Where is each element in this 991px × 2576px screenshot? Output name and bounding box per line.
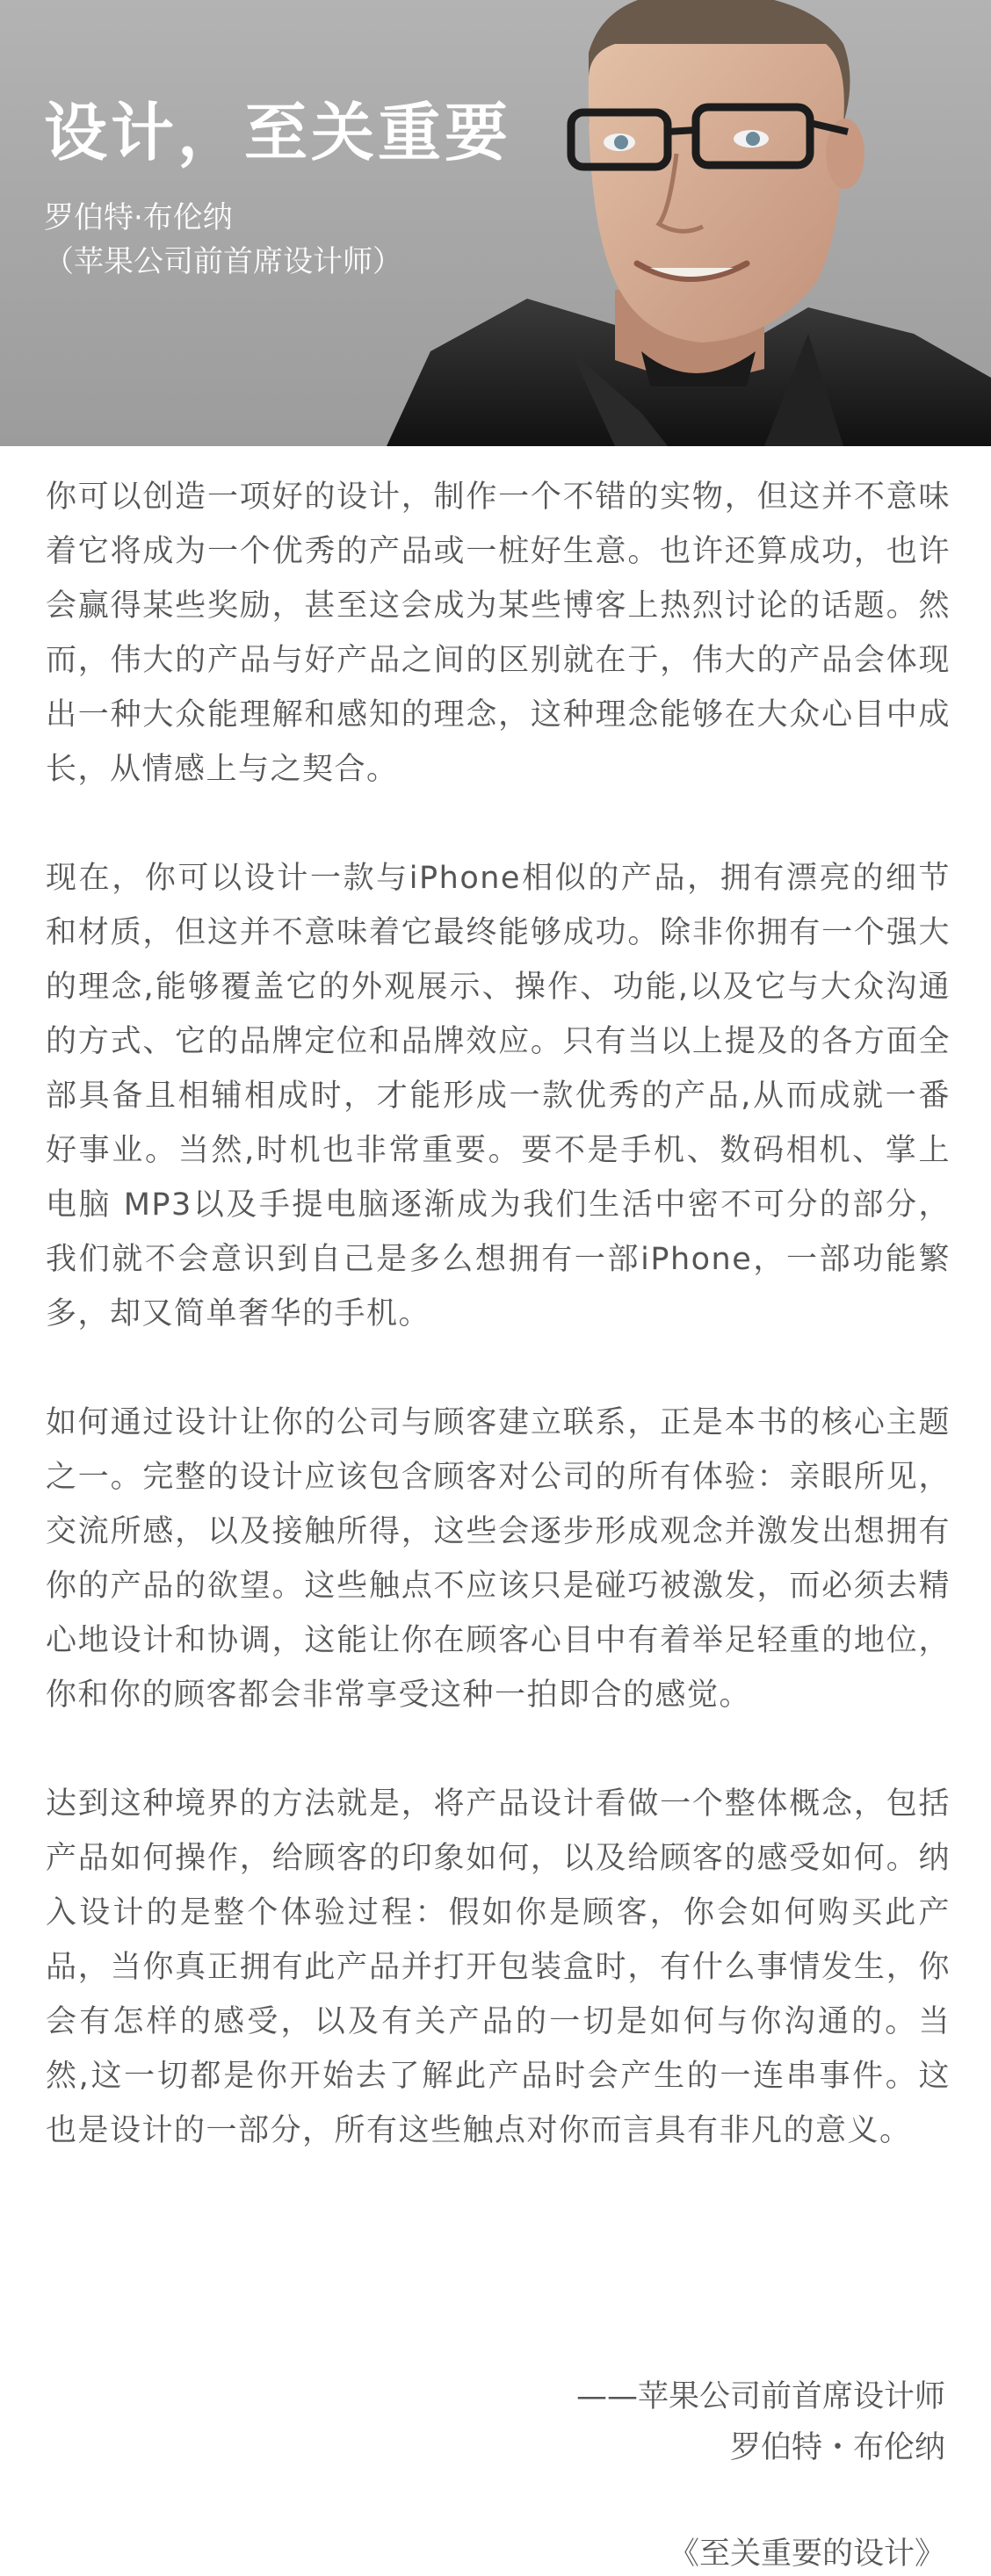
signature bbox=[576, 2371, 945, 2473]
author-role: （苹果公司前首席设计师） bbox=[44, 244, 402, 279]
header-banner bbox=[0, 0, 991, 446]
book-title: 《至关重要的设计》 bbox=[668, 2536, 945, 2572]
paragraph: 如何通过设计让你的公司与顾客建立联系，正是本书的核心主题之一。完整的设计应该包含顾客对公司的所有体验：亲眼所见，交流所感，以及接触所得，这些会逐步形成观念并激发出想拥有你的产品的欲望。这些触点不应该只是碰巧被激发，而必须去精心地设计和协调，这能让你在顾客心目中有着举足轻重的地位，你和你的顾客都会非常享受这种一拍即合的感觉。 bbox=[46, 1405, 951, 1713]
article-body bbox=[46, 470, 951, 2212]
paragraph: 现在，你可以设计一款与iPhone相似的产品，拥有漂亮的细节和材质，但这并不意味着它最终能够成功。除非你拥有一个强大的理念,能够覆盖它的外观展示、操作、功能,以及它与大众沟通的方式、它的品牌定位和品牌效应。只有当以上提及的各方面全部具备且相辅相成时，才能形成一款优秀的产品,从而成就一番好事业。当然,时机也非常重要。要不是手机、数码相机、掌上电脑 MP3以及手提电脑逐渐成为我们生活中密不可分的部分，我们就不会意识到自己是多么想拥有一部iPhone，一部功能繁多，却又简单奢华的手机。 bbox=[46, 861, 951, 1331]
signature-role: ——苹果公司前首席设计师 bbox=[575, 2379, 945, 2414]
author-name: 罗伯特·布伦纳 bbox=[44, 200, 233, 235]
paragraph: 你可以创造一项好的设计，制作一个不错的实物，但这并不意味着它将成为一个优秀的产品或一桩好生意。也许还算成功，也许会赢得某些奖励，甚至这会成为某些博客上热烈讨论的话题。然而，伟大的产品与好产品之间的区别就在于，伟大的产品会体现出一种大众能理解和感知的理念，这种理念能够在大众心目中成长，从情感上与之契合。 bbox=[46, 480, 951, 787]
paragraph: 达到这种境界的方法就是，将产品设计看做一个整体概念，包括产品如何操作，给顾客的印象如何，以及给顾客的感受如何。纳入设计的是整个体验过程：假如你是顾客，你会如何购买此产品，当你真正拥有此产品并打开包装盒时，有什么事情发生，你会有怎样的感受，以及有关产品的一切是如何与你沟通的。当然,这一切都是你开始去了解此产品时会产生的一连串事件。这也是设计的一部分，所有这些触点对你而言具有非凡的意义。 bbox=[46, 1786, 951, 2148]
page-title: 设计，至关重要 bbox=[44, 96, 512, 170]
author-portrait bbox=[351, 0, 991, 446]
signature-name: 罗伯特・布伦纳 bbox=[729, 2430, 945, 2465]
